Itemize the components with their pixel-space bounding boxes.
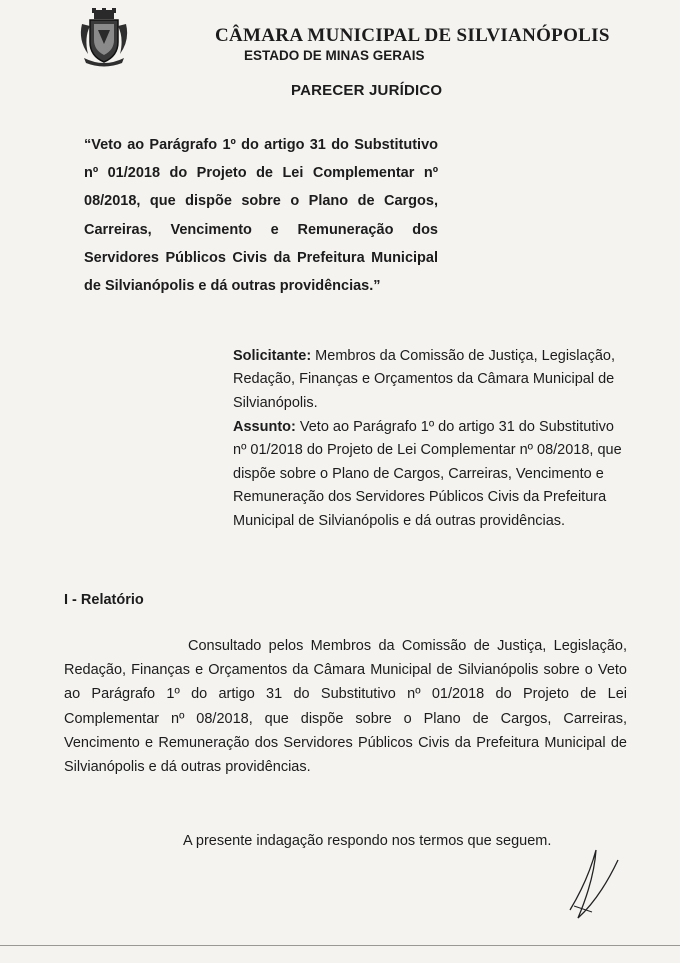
state-name: ESTADO DE MINAS GERAIS	[244, 48, 425, 63]
ementa-line: “Veto ao Parágrafo 1º do artigo 31 do Substitutivo	[84, 137, 438, 153]
signature-icon	[548, 840, 638, 930]
section-heading-relatorio: I - Relatório	[64, 592, 144, 608]
ementa-line: de Silvianópolis e dá outras providências.”	[84, 277, 381, 294]
solicitante-text: Membros da Comissão de Justiça, Legislação, Redação, Finanças e Orçamentos da Câmara Municipal de Silvianópolis.	[233, 348, 615, 411]
page-bottom-rule	[0, 945, 680, 946]
solicitante-label: Solicitante:	[233, 348, 312, 364]
ementa-line: 08/2018, que dispõe sobre o Plano de Cargos,	[84, 193, 438, 210]
assunto-label: Assunto:	[233, 419, 296, 435]
closing-sentence: A presente indagação respondo nos termos que seguem.	[183, 833, 552, 849]
relatorio-text: Consultado pelos Membros da Comissão de Justiça, Legislação, Redação, Finanças e Orçamentos da Câmara Municipal de Silvianópolis sobre o Veto ao Parágrafo 1º do artigo 31 do Substitutivo nº 01/2018 do Projeto de Lei Complementar nº 08/2018, que dispõe sobre o Plano de Cargos, Carreiras, Vencimento e Remuneração dos Servidores Públicos Civis da Prefeitura Municipal de Silvianópolis e dá outras providências.	[64, 638, 627, 776]
ementa-line: Carreiras, Vencimento e Remuneração dos	[84, 221, 438, 238]
institution-name: CÂMARA MUNICIPAL DE SILVIANÓPOLIS	[215, 25, 610, 46]
assunto-block	[233, 416, 628, 533]
assunto-text: Veto ao Parágrafo 1º do artigo 31 do Substitutivo nº 01/2018 do Projeto de Lei Complementar nº 08/2018, que dispõe sobre o Plano de Cargos, Carreiras, Vencimento e Remuneração dos Servidores Públicos Civis da Prefeitura Municipal de Silvianópolis e dá outras providências.	[233, 419, 622, 529]
solicitante-block	[233, 345, 628, 415]
document-title: PARECER JURÍDICO	[291, 82, 443, 99]
ementa-line: nº 01/2018 do Projeto de Lei Complementar nº	[84, 165, 438, 182]
ementa-line: Servidores Públicos Civis da Prefeitura Municipal	[84, 249, 438, 266]
relatorio-paragraph	[64, 634, 627, 779]
ementa-block	[84, 131, 438, 300]
coat-of-arms-icon	[76, 8, 132, 68]
